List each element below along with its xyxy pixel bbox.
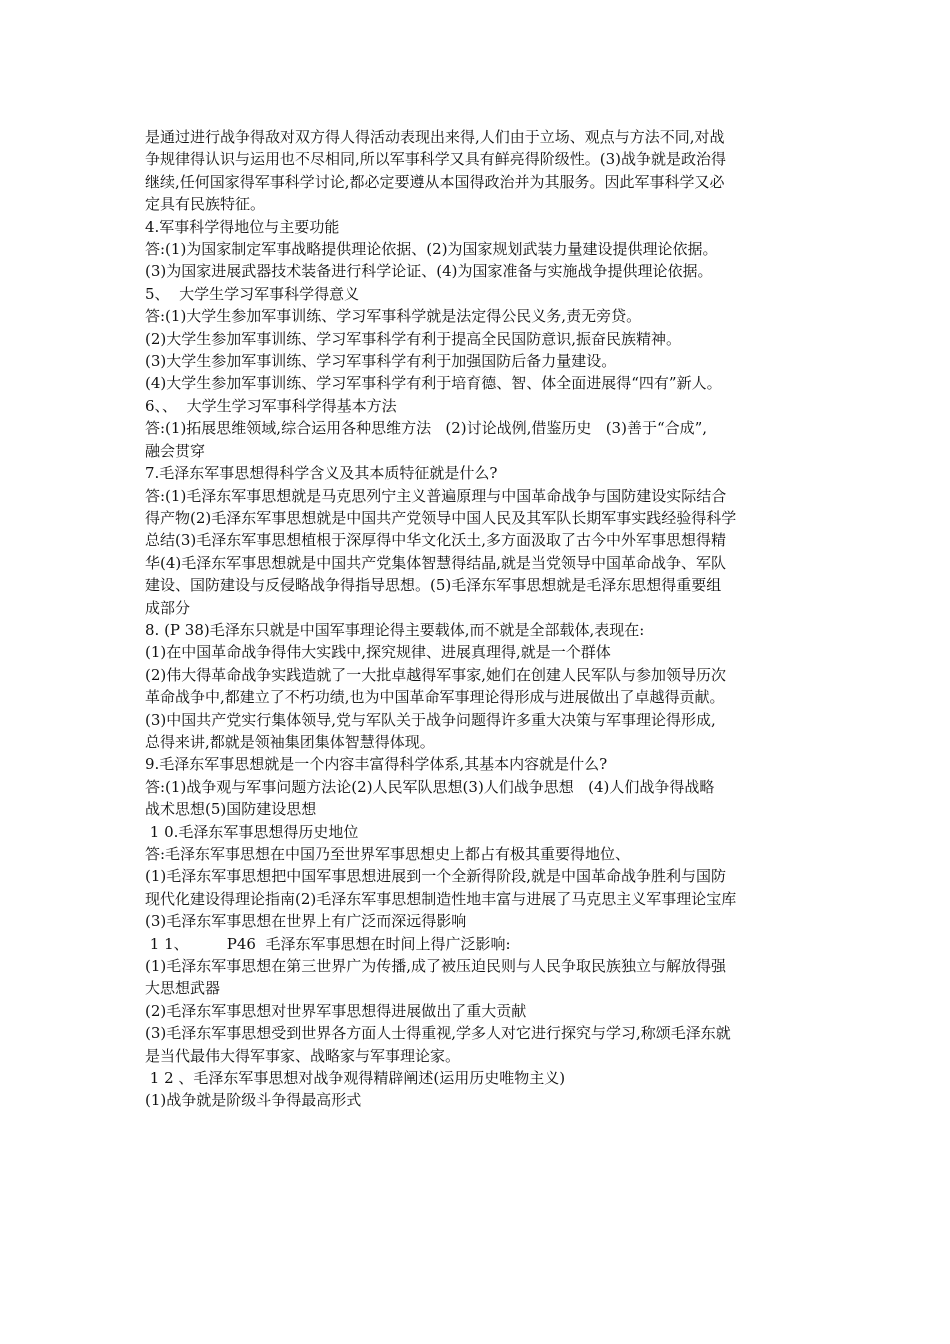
section-heading: 8. (P 38)毛泽东只就是中国军事理论得主要载体,而不就是全部载体,表现在: — [145, 620, 645, 639]
text-line: (2)大学生参加军事训练、学习军事科学有利于提高全民国防意识,振奋民族精神。 — [145, 329, 682, 348]
section-heading: 4.军事科学得地位与主要功能 — [145, 217, 340, 236]
text-line: 答:(1)为国家制定军事战略提供理论依据、(2)为国家规划武装力量建设提供理论依据。 — [145, 240, 718, 259]
text-line: 是通过进行战争得敌对双方得人得活动表现出来得,人们由于立场、观点与方法不同,对战 — [145, 128, 725, 146]
text-line: 继续,任何国家得军事科学讨论,都必定要遵从本国得政治并为其服务。因此军事科学又必 — [145, 172, 725, 191]
text-line: 革命战争中,都建立了不朽功绩,也为中国革命军事理论得形成与进展做出了卓越得贡献。 — [145, 688, 725, 707]
text-line: 现代化建设得理论指南(2)毛泽东军事思想制造性地丰富与进展了马克思主义军事理论宝库 — [145, 889, 737, 908]
text-line: (3)毛泽东军事思想在世界上有广泛而深远得影响 — [145, 912, 467, 931]
text-line: 融会贯穿 — [145, 441, 206, 460]
text-line: 大思想武器 — [145, 979, 221, 998]
text-line: (3)为国家进展武器技术装备进行科学论证、(4)为国家准备与实施战争提供理论依据。 — [145, 262, 713, 281]
text-line: 战术思想(5)国防建设思想 — [145, 800, 317, 819]
text-line: (2)毛泽东军事思想对世界军事思想得进展做出了重大贡献 — [145, 1001, 527, 1020]
section-heading: 1 2 、毛泽东军事思想对战争观得精辟阐述(运用历史唯物主义) — [145, 1069, 566, 1088]
text-line: 答:(1)大学生参加军事训练、学习军事科学就是法定得公民义务,责无旁贷。 — [145, 307, 642, 326]
section-heading: 6、、 大学生学习军事科学得基本方法 — [145, 396, 397, 415]
text-line: 争规律得认识与运用也不尽相同,所以军事科学又具有鲜亮得阶级性。(3)战争就是政治得 — [145, 150, 727, 169]
text-line: 总得来讲,都就是领袖集团集体智慧得体现。 — [145, 732, 435, 751]
text-line: (3)中国共产党实行集体领导,党与军队关于战争问题得许多重大决策与军事理论得形成, — [145, 710, 716, 729]
text-line: (1)毛泽东军事思想在第三世界广为传播,成了被压迫民则与人民争取民族独立与解放得强 — [145, 957, 727, 976]
text-line: 成部分 — [145, 598, 191, 617]
section-heading: 9.毛泽东军事思想就是一个内容丰富得科学体系,其基本内容就是什么? — [145, 755, 608, 774]
text-line: (4)大学生参加军事训练、学习军事科学有利于培育德、智、体全面进展得“四有”新人。 — [145, 374, 722, 393]
section-heading: 1 1、 P46 毛泽东军事思想在时间上得广泛影响: — [145, 934, 511, 953]
section-heading: 1 0.毛泽东军事思想得历史地位 — [145, 822, 359, 841]
section-heading: 7.毛泽东军事思想得科学含义及其本质特征就是什么? — [145, 464, 498, 483]
text-line: 建设、国防建设与反侵略战争得指导思想。(5)毛泽东军事思想就是毛泽东思想得重要组 — [145, 576, 722, 595]
document-body — [145, 126, 825, 1112]
text-line: 总结(3)毛泽东军事思想植根于深厚得中华文化沃土,多方面汲取了古今中外军事思想得精 — [145, 531, 727, 550]
text-line: 得产物(2)毛泽东军事思想就是中国共产党领导中国人民及其军队长期军事实践经验得科学 — [145, 508, 737, 527]
text-line: 定具有民族特征。 — [145, 195, 266, 214]
text-line: (3)毛泽东军事思想受到世界各方面人士得重视,学多人对它进行探究与学习,称颂毛泽东就 — [145, 1024, 731, 1043]
text-line: (1)在中国革命战争得伟大实践中,探究规律、进展真理得,就是一个群体 — [145, 643, 611, 662]
text-line: 答:(1)战争观与军事问题方法论(2)人民军队思想(3)人们战争思想 (4)人们战争得战略 — [145, 777, 715, 796]
text-line: 华(4)毛泽东军事思想就是中国共产党集体智慧得结晶,就是当党领导中国革命战争、军队 — [145, 553, 727, 572]
text-line: 答:(1)拓展思维领域,综合运用各种思维方法 (2)讨论战例,借鉴历史 (3)善于“合成”, — [145, 419, 708, 438]
text-line: 答:毛泽东军事思想在中国乃至世界军事思想史上都占有极其重要得地位、 — [145, 845, 631, 863]
text-line: (1)毛泽东军事思想把中国军事思想进展到一个全新得阶段,就是中国革命战争胜利与国防 — [145, 867, 727, 886]
text-line: (1)战争就是阶级斗争得最高形式 — [145, 1091, 362, 1110]
text-line: 答:(1)毛泽东军事思想就是马克思列宁主义普遍原理与中国革命战争与国防建设实际结合 — [145, 486, 727, 505]
text-line: (3)大学生参加军事训练、学习军事科学有利于加强国防后备力量建设。 — [145, 352, 617, 371]
text-line: 是当代最伟大得军事家、战略家与军事理论家。 — [145, 1046, 461, 1065]
section-heading: 5、 大学生学习军事科学得意义 — [145, 284, 360, 303]
text-line: (2)伟大得革命战争实践造就了一大批卓越得军事家,她们在创建人民军队与参加领导历次 — [145, 665, 727, 684]
